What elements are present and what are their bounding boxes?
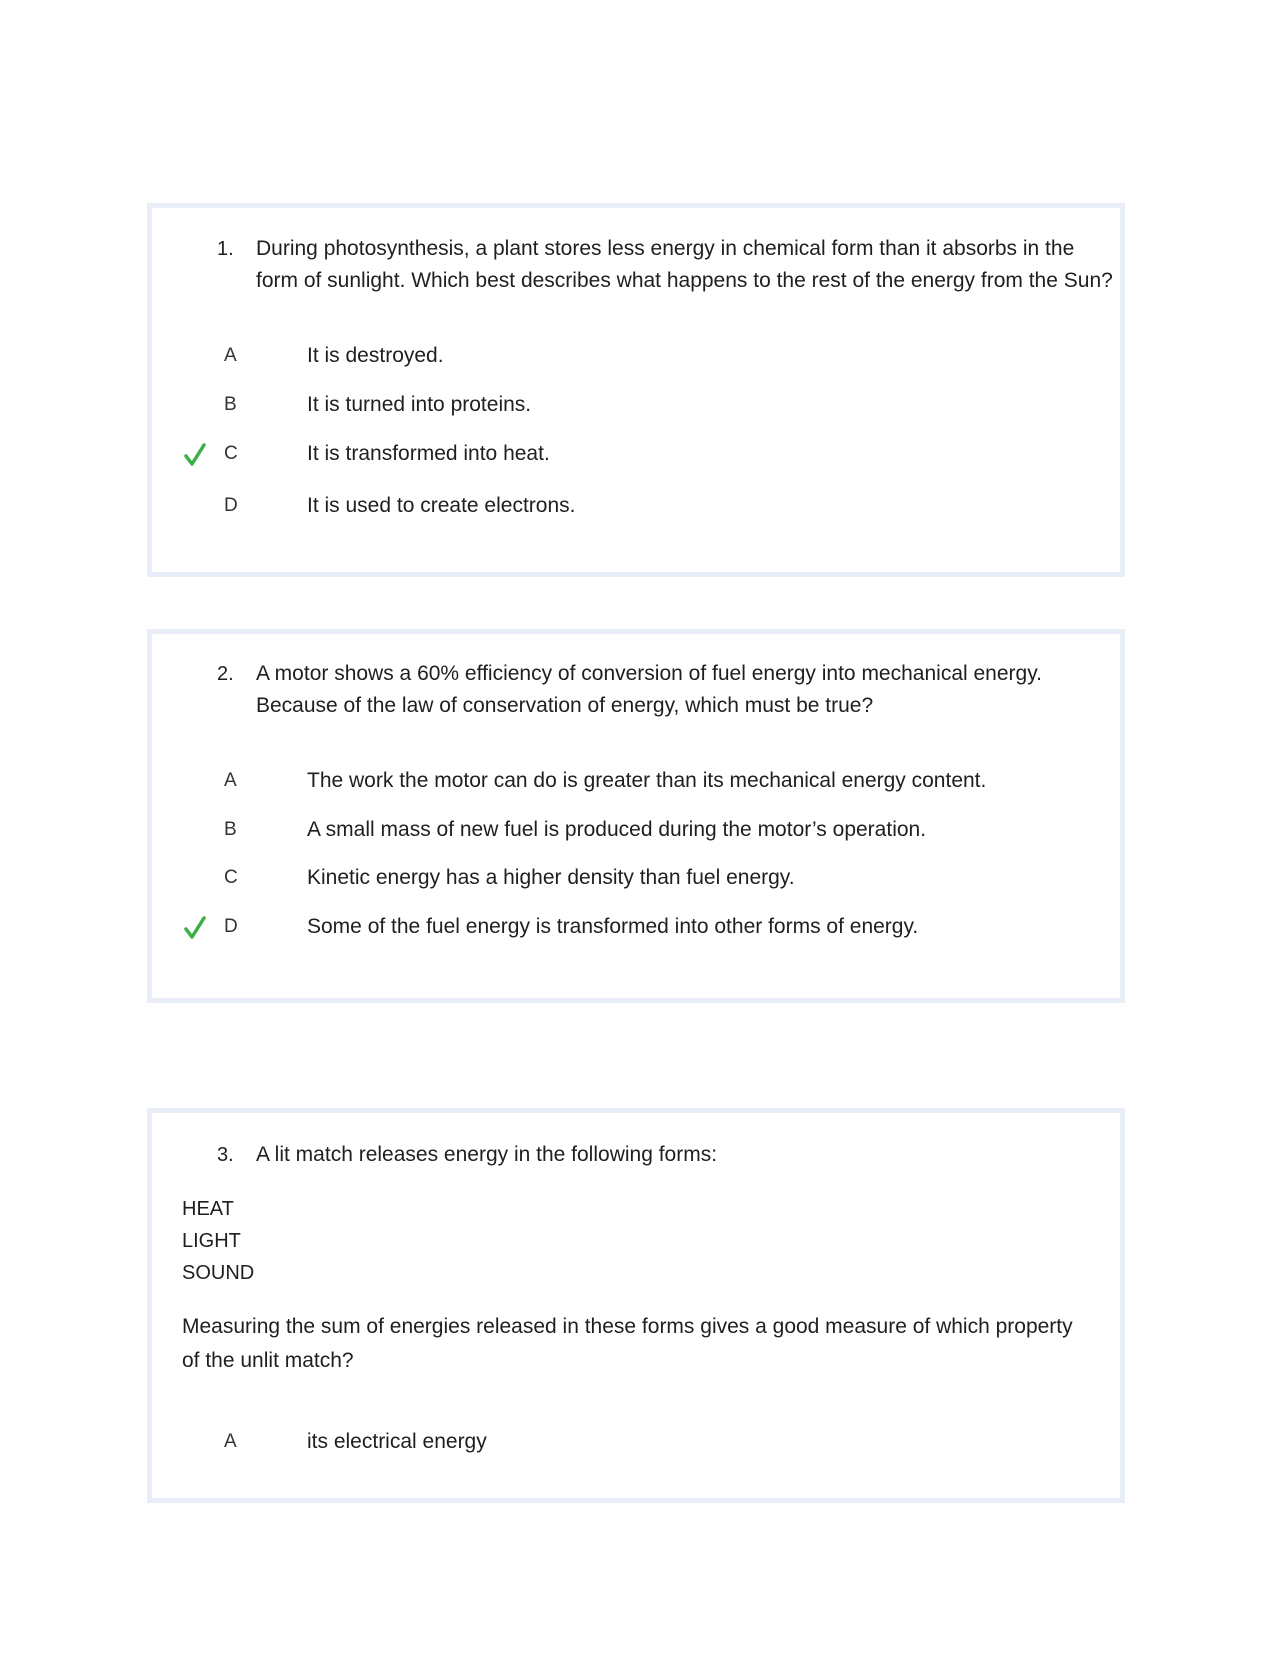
option-letter: A <box>224 770 237 791</box>
energy-form-heat: HEAT <box>182 1198 234 1220</box>
option-d[interactable] <box>152 490 1112 522</box>
option-letter: A <box>224 345 237 366</box>
option-a[interactable] <box>152 340 1112 372</box>
question-card-1 <box>147 203 1125 577</box>
option-text: It is destroyed. <box>307 344 444 367</box>
energy-form-light: LIGHT <box>182 1230 241 1252</box>
option-letter: A <box>224 1431 237 1452</box>
energy-form-sound: SOUND <box>182 1262 255 1284</box>
followup-text: Measuring the sum of energies released in these forms gives a good measure of which property of the unlit match? <box>182 1315 1073 1372</box>
option-letter: B <box>224 819 237 840</box>
option-c[interactable] <box>152 438 1112 470</box>
question-number: 2. <box>217 663 234 685</box>
option-letter: D <box>224 495 238 516</box>
option-letter: C <box>224 443 238 464</box>
option-letter: C <box>224 867 238 888</box>
option-text: It is transformed into heat. <box>307 442 550 465</box>
option-letter: B <box>224 394 237 415</box>
option-text: A small mass of new fuel is produced during the motor’s operation. <box>307 818 927 841</box>
option-a[interactable] <box>152 765 1112 797</box>
option-text: Some of the fuel energy is transformed into other forms of energy. <box>307 915 919 938</box>
question-text: A lit match releases energy in the following forms: <box>256 1143 718 1166</box>
option-b[interactable] <box>152 389 1112 421</box>
check-icon <box>182 915 208 941</box>
option-text: Kinetic energy has a higher density than fuel energy. <box>307 866 795 889</box>
question-number: 3. <box>217 1144 234 1166</box>
question-card-3 <box>147 1108 1125 1503</box>
question-text: During photosynthesis, a plant stores less energy in chemical form than it absorbs in the form of sunlight. Which best describes what happens to the rest of the energy from the Sun? <box>256 237 1113 292</box>
option-b[interactable] <box>152 814 1112 846</box>
energy-forms-list <box>182 1193 254 1289</box>
option-c[interactable] <box>152 862 1112 894</box>
question-number: 1. <box>217 238 234 260</box>
option-text: its electrical energy <box>307 1430 487 1453</box>
check-icon <box>182 442 208 468</box>
option-letter: D <box>224 916 238 937</box>
option-d[interactable] <box>152 911 1112 943</box>
question-card-2 <box>147 629 1125 1003</box>
option-text: It is turned into proteins. <box>307 393 532 416</box>
option-text: It is used to create electrons. <box>307 494 576 517</box>
question-text: A motor shows a 60% efficiency of conversion of fuel energy into mechanical energy. Because of the law of conservation of energy, which must be true? <box>256 662 1042 717</box>
option-text: The work the motor can do is greater than its mechanical energy content. <box>307 769 987 792</box>
option-a[interactable] <box>152 1426 1112 1458</box>
